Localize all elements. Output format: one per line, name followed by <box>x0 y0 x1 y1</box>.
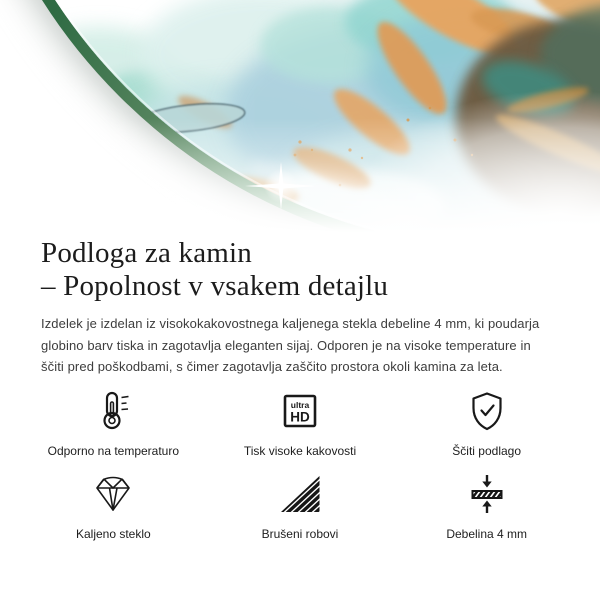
thickness-press-icon <box>465 472 509 516</box>
polished-edge-icon <box>278 472 322 516</box>
feature-polished-edges <box>207 472 394 541</box>
feature-label: Odporno na temperaturo <box>47 443 180 458</box>
product-image <box>0 0 600 232</box>
feature-label: Kaljeno steklo <box>75 526 151 541</box>
svg-text:HD: HD <box>290 409 310 424</box>
shield-check-icon <box>465 389 509 433</box>
diamond-icon <box>91 472 135 516</box>
feature-tempered-glass <box>20 472 207 541</box>
feature-grid <box>20 389 580 541</box>
thermometer-icon <box>91 389 135 433</box>
feature-print-quality <box>207 389 394 458</box>
feature-label: Debelina 4 mm <box>446 526 528 541</box>
bottom-fade <box>0 118 600 232</box>
feature-protects-surface <box>393 389 580 458</box>
product-description: Izdelek je izdelan iz visokokakovostnega kaljenega stekla debeline 4 mm, ki poudarja globino barv tiska in zagotavlja eleganten sijaj. Odporen je na visoke temperature in ščiti pred poškodbami, s čimer zagotavlja zaščito prostora okoli kamina za leta. <box>41 316 540 374</box>
title-line-2: – Popolnost v vsakem detajlu <box>41 270 389 302</box>
ultra-hd-icon <box>278 389 322 433</box>
feature-label: Tisk visoke kakovosti <box>243 443 357 458</box>
svg-text:ultra: ultra <box>290 399 310 410</box>
feature-thickness <box>393 472 580 541</box>
feature-label: Brušeni robovi <box>261 526 339 541</box>
title-line-1: Podloga za kamin <box>41 237 252 269</box>
feature-temperature <box>20 389 207 458</box>
feature-label: Ščiti podlago <box>452 443 522 458</box>
page-title <box>41 237 570 303</box>
